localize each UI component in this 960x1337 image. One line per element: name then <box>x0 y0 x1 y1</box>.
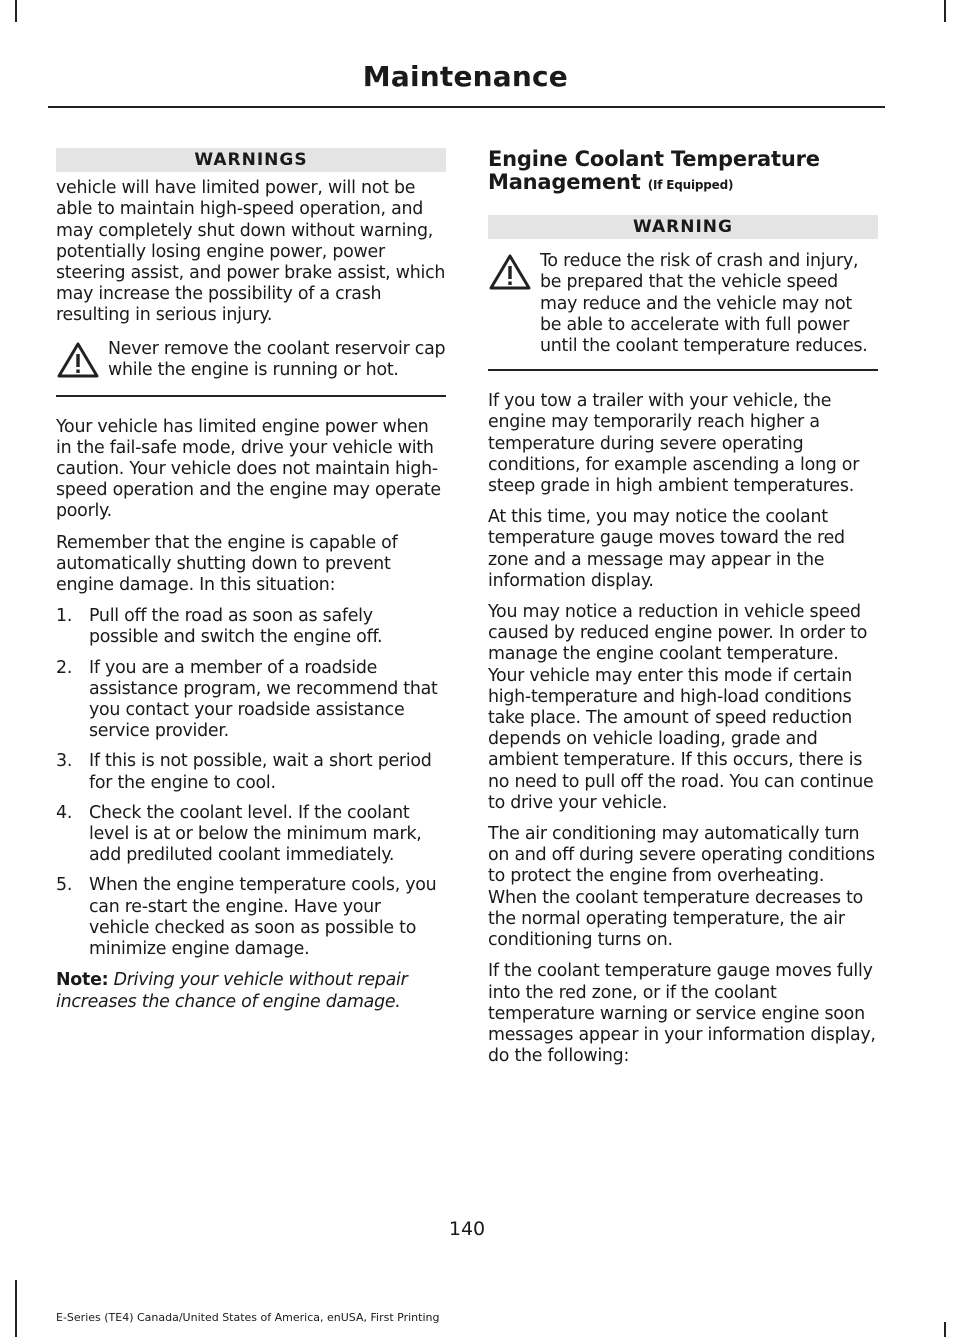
page-header-title: Maintenance <box>362 60 568 93</box>
right-column <box>488 148 878 1077</box>
crop-mark-bottom-right <box>944 1322 946 1337</box>
left-column <box>56 148 446 1023</box>
warning-cap-text: Never remove the coolant reservoir cap while the engine is running or hot. <box>108 338 446 380</box>
header-rule <box>48 106 885 108</box>
paragraph: At this time, you may notice the coolant temperature gauge moves toward the red zone and a message may appear in the information display. <box>488 507 845 591</box>
list-item: 1. Pull off the road as soon as safely possible and switch the engine off. <box>56 606 383 648</box>
warning-speed-text: To reduce the risk of crash and injury, be prepared that the vehicle speed may reduce and the vehicle may not be able to accelerate with full power until the coolant temperature reduces. <box>540 251 868 357</box>
list-item: 4. Check the coolant level. If the coolant level is at or below the minimum mark, add prediluted coolant immediately. <box>56 802 422 866</box>
crop-mark-bottom-left <box>15 1280 17 1337</box>
page-number: 140 <box>448 1218 486 1240</box>
list-item: 3. If this is not possible, wait a short period for the engine to cool. <box>56 751 432 793</box>
warning-triangle-icon <box>488 253 532 291</box>
warning-item-speed-reduction <box>488 251 878 357</box>
warning-banner: WARNING <box>488 215 878 239</box>
note-label: Note: <box>56 970 109 991</box>
paragraph: If the coolant temperature gauge moves fully into the red zone, or if the coolant temperature warning or service engine soon messages appear in your information display, do the following: <box>488 961 876 1067</box>
footer-edition: E-Series (TE4) Canada/United States of America, enUSA, First Printing <box>56 1311 440 1324</box>
warning-triangle-icon <box>56 341 100 379</box>
crop-mark-top-right <box>944 0 946 22</box>
list-item: 2. If you are a member of a roadside assistance program, we recommend that you contact your roadside assistance service provider. <box>56 657 438 742</box>
list-item: 5. When the engine temperature cools, you can re-start the engine. Have your vehicle checked as soon as possible to minimize engine damage. <box>56 875 437 960</box>
section-title <box>488 148 878 197</box>
fail-safe-paragraph: Your vehicle has limited engine power when in the fail-safe mode, drive your vehicle with caution. Your vehicle does not maintain high-speed operation and the engine may operate poorly. <box>56 416 441 522</box>
warning-item-coolant-cap <box>56 339 446 383</box>
paragraph: The air conditioning may automatically turn on and off during severe operating conditions to protect the engine from overheating. When the coolant temperature decreases to the normal operating temperature, the air conditioning turns on. <box>488 824 875 951</box>
note-text: Driving your vehicle without repair increases the chance of engine damage. <box>56 970 408 1012</box>
steps-list <box>56 606 446 960</box>
warning-continued-text: vehicle will have limited power, will not be able to maintain high-speed operation, and may completely shut down without warning, potentially losing engine power, power steering assist, and power brake assist, which may increase the possibility of a crash resulting in serious injury. <box>56 178 446 326</box>
paragraph: If you tow a trailer with your vehicle, the engine may temporarily reach higher a temperature during severe operating conditions, for example ascending a long or steep grade in high ambient temperatures. <box>488 391 860 497</box>
shutdown-paragraph: Remember that the engine is capable of automatically shutting down to prevent engine damage. In this situation: <box>56 532 398 596</box>
section-title-text: Engine Coolant Temperature Management <box>488 147 820 194</box>
note <box>56 970 446 1012</box>
warnings-banner: WARNINGS <box>56 148 446 172</box>
warning-end-rule <box>56 395 446 397</box>
crop-mark-top-left <box>15 0 17 22</box>
paragraph: You may notice a reduction in vehicle speed caused by reduced engine power. In order to manage the engine coolant temperature. Your vehicle may enter this mode if certain high-temperature and high-load conditions take place. The amount of speed reduction depends on vehicle loading, grade and ambient temperature. If this occurs, there is no need to pull off the road. You can continue to drive your vehicle. <box>488 602 874 813</box>
warning-end-rule <box>488 369 878 371</box>
section-title-suffix: (If Equipped) <box>647 178 734 192</box>
